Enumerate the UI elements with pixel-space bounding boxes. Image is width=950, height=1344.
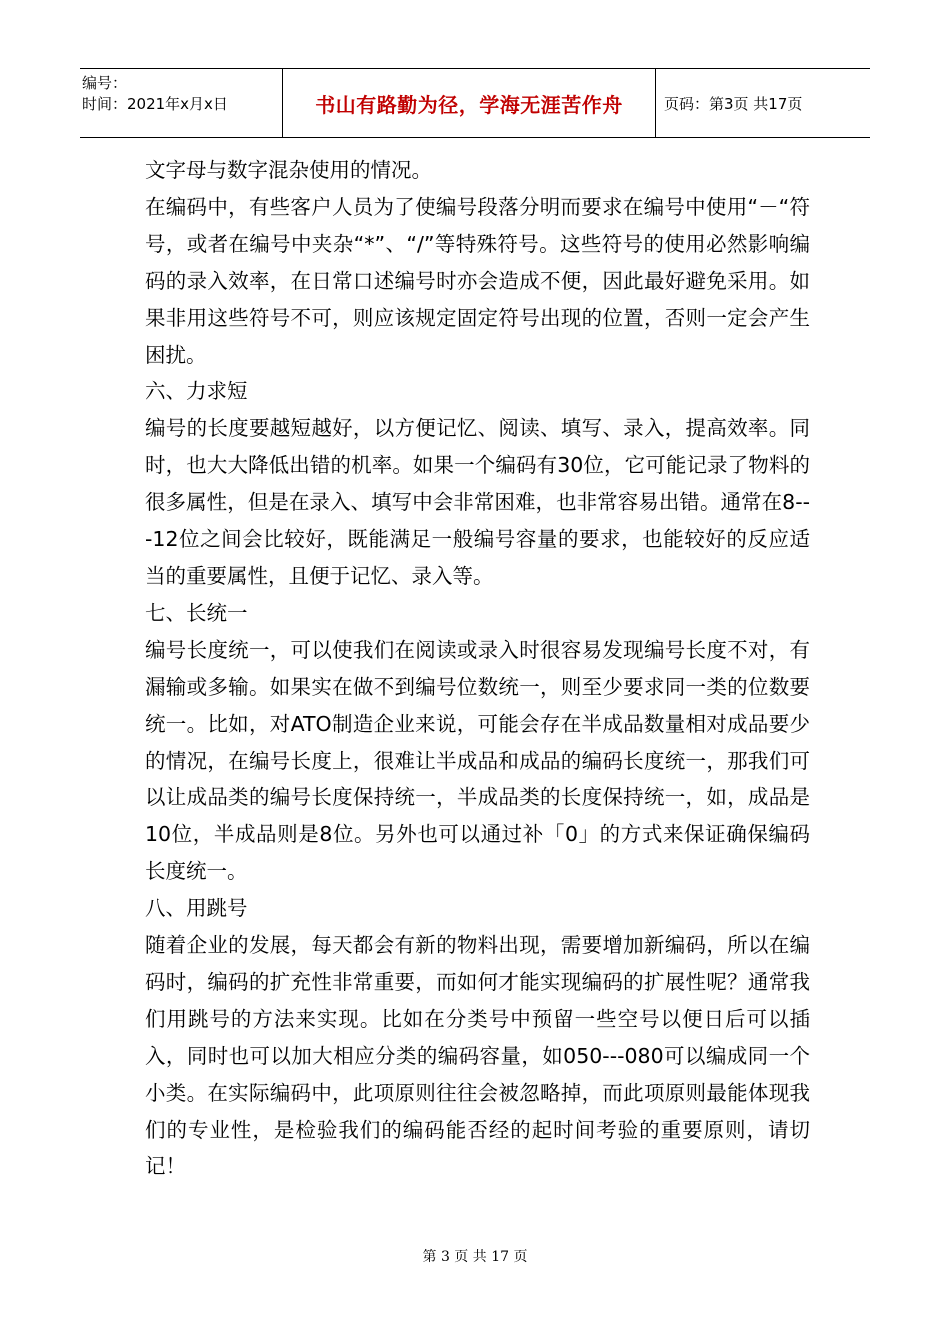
- section-heading: 七、长统一: [145, 600, 248, 625]
- header-meta: [80, 69, 283, 137]
- paragraph: 文字母与数字混杂使用的情况。: [145, 158, 432, 182]
- document-time-label: 时间：2021年x月x日: [82, 95, 228, 113]
- page-header: [80, 68, 870, 138]
- paragraph: 编号长度统一，可以使我们在阅读或录入时很容易发现编号长度不对，有漏输或多输。如果实在做不到编号位数统一，则至少要求同一类的位数要统一。比如，对ATO制造企业来说，可能会存在半成品数量相对成品要少的情况，在编号长度上，很难让半成品和成品的编码长度统一，那我们可以让成品类的编号长度保持统一，半成品类的长度保持统一，如，成品是10位，半成品则是8位。另外也可以通过补「0」的方式来保证确保编码长度统一。: [145, 637, 810, 884]
- paragraph: 编号的长度要越短越好，以方便记忆、阅读、填写、录入，提高效率。同时，也大大降低出错的机率。如果一个编码有30位，它可能记录了物料的很多属性，但是在录入、填写中会非常困难，也非常容易出错。通常在8---12位之间会比较好，既能满足一般编号容量的要求，也能较好的反应适当的重要属性，且便于记忆、录入等。: [145, 416, 810, 588]
- paragraph: 随着企业的发展，每天都会有新的物料出现，需要增加新编码，所以在编码时，编码的扩充性非常重要，而如何才能实现编码的扩展性呢？通常我们用跳号的方法来实现。比如在分类号中预留一些空号以便日后可以插入，同时也可以加大相应分类的编码容量，如050---080可以编成同一个小类。在实际编码中，此项原则往往会被忽略掉，而此项原则最能体现我们的专业性，是检验我们的编码能否经的起时间考验的重要原则，请切记！: [145, 933, 810, 1179]
- section-heading: 八、用跳号: [145, 896, 248, 921]
- paragraph: 在编码中，有些客户人员为了使编号段落分明而要求在编号中使用“－“符号，或者在编号中夹杂“*”、“/”等特殊符号。这些符号的使用必然影响编码的录入效率，在日常口述编号时亦会造成不便，因此最好避免采用。如果非用这些符号不可，则应该规定固定符号出现的位置，否则一定会产生困扰。: [145, 194, 810, 367]
- document-number-label: 编号：: [82, 74, 128, 92]
- page-footer: 第 3 页 共 17 页: [422, 1249, 528, 1265]
- header-page-info: 页码：第3页 共17页: [664, 94, 803, 113]
- header-motto: 书山有路勤为径，学海无涯苦作舟: [283, 69, 656, 137]
- document-body: [145, 152, 810, 1185]
- section-heading: 六、力求短: [145, 379, 248, 404]
